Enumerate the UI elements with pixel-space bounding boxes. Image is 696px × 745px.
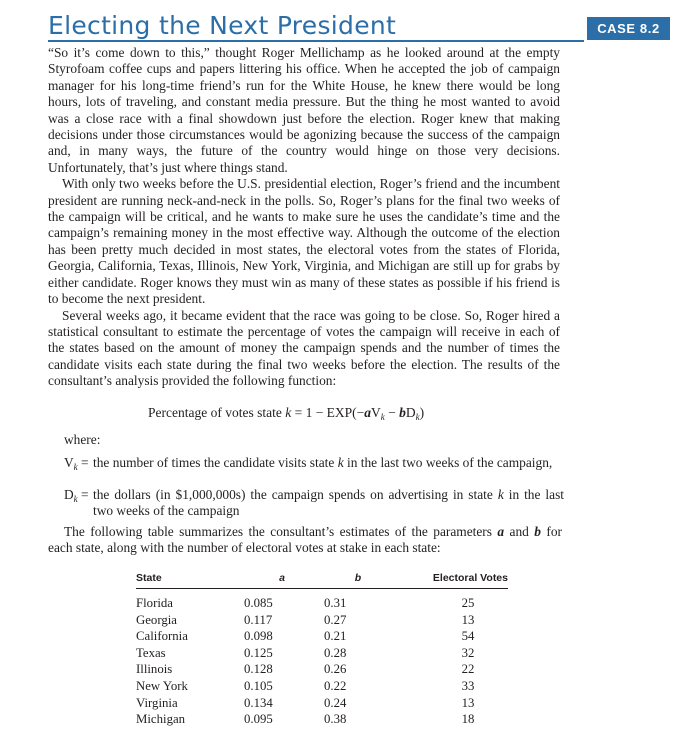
paragraph-3: Several weeks ago, it became evident that the race was going to be close. So, Roger hired a statistical consultant to estimate the percentage of votes the campaign will receive in each of the states based on the amount of money the campaign spends and the number of times the candidate visits each state during the final two weeks before the election. The results of the consultant’s analysis provided the following function:: [48, 307, 560, 389]
formula-eq: = 1 − EXP(−: [291, 405, 365, 420]
cell-electoral-votes: 32: [461, 645, 475, 660]
formula-a: a: [364, 405, 372, 420]
cell-b: 0.22: [324, 678, 347, 693]
cell-state: Florida: [136, 596, 173, 610]
definition-v: [64, 455, 564, 471]
formula-v: V: [371, 405, 381, 420]
formula-lhs: Percentage of votes state: [148, 405, 286, 420]
cell-a: 0.098: [244, 629, 273, 644]
definition-d-text: the dollars (in $1,000,000s) the campaign spends on advertising in state k in the last two weeks of the campaign: [93, 487, 564, 518]
cell-state: California: [136, 629, 188, 644]
paragraph-2: With only two weeks before the U.S. presidential election, Roger’s friend and the incumbent president are running neck-and-neck in the polls. So, Roger’s plans for the final two weeks of the campaign will be critical, and he wants to make sure he uses the candidate’s time and the campaign’s remaining money in the most effective way. Although the outcome of the election has been pretty much decided in most states, the electoral votes from the states of Florida, Georgia, California, Texas, Illinois, New York, Virginia, and Michigan are still up for grabs by either candidate. Roger knows they must win as many of these states as possible if his friend is to become the next president.: [48, 176, 560, 307]
cell-state: Texas: [136, 645, 166, 660]
formula-d: D: [405, 405, 416, 420]
formula-k: k: [285, 405, 292, 420]
cell-b: 0.26: [324, 662, 347, 677]
vote-formula: [148, 405, 424, 421]
col-header-a: a: [242, 568, 322, 589]
definition-v-text: the number of times the candidate visits state k in the last two weeks of the campaign,: [93, 455, 553, 470]
table-row: [136, 678, 508, 695]
cell-a: 0.085: [244, 596, 273, 610]
cell-a: 0.134: [244, 695, 273, 710]
paragraph-1: “So it’s come down to this,” thought Roger Mellichamp as he looked around at the empty Styrofoam coffee cups and papers littering his office. When he accepted the job of campaign manager for his long-time friend’s run for the White House, he knew there would be long hours, lots of traveling, and constant media pressure. But the thing he most wanted to avoid was a close race with a final showdown just before the election. Roger knew that making decisions under those circumstances would be agonizing because the success of the campaign and, in many ways, the future of the country would hinge on those very decisions. Unfortunately, that’s just where things stand.: [48, 45, 560, 175]
cell-electoral-votes: 13: [461, 612, 475, 627]
cell-electoral-votes: 54: [461, 629, 475, 644]
table-row: [136, 661, 508, 678]
case-title: Electing the Next President: [48, 11, 397, 40]
col-header-state: State: [136, 568, 242, 589]
formula-close: ): [419, 405, 425, 420]
cell-state: Illinois: [136, 662, 173, 677]
cell-state: New York: [136, 678, 188, 693]
table-row: [136, 612, 508, 629]
cell-state: Virginia: [136, 695, 178, 710]
where-label: where:: [64, 432, 101, 447]
col-header-b: b: [322, 568, 394, 589]
table-row: [136, 628, 508, 645]
cell-state: Michigan: [136, 712, 186, 727]
cell-electoral-votes: 18: [461, 712, 475, 727]
cell-electoral-votes: 13: [461, 695, 475, 710]
table-row: [136, 589, 508, 612]
state-parameters-table: [136, 568, 508, 728]
col-header-electoral-votes: Electoral Votes: [394, 568, 508, 589]
cell-b: 0.28: [324, 645, 347, 660]
cell-b: 0.27: [324, 612, 347, 627]
cell-b: 0.38: [324, 712, 347, 727]
cell-a: 0.125: [244, 645, 273, 660]
formula-b: b: [399, 405, 406, 420]
case-badge: CASE 8.2: [587, 17, 670, 40]
case-body: [48, 45, 560, 390]
cell-a: 0.105: [244, 678, 273, 693]
cell-b: 0.21: [324, 629, 347, 644]
formula-v-sub: k: [380, 412, 385, 422]
cell-electoral-votes: 33: [461, 678, 475, 693]
cell-b: 0.31: [324, 596, 347, 610]
cell-a: 0.117: [244, 612, 273, 627]
cell-b: 0.24: [324, 695, 347, 710]
cell-electoral-votes: 25: [461, 596, 475, 610]
cell-state: Georgia: [136, 612, 177, 627]
formula-minus: −: [384, 405, 400, 420]
table-row: [136, 695, 508, 712]
table-intro: The following table summarizes the consultant’s estimates of the parameters a and b for each state, along with the number of electoral votes at stake in each state:: [48, 524, 563, 556]
table-row: [136, 645, 508, 662]
title-rule: [48, 40, 584, 42]
cell-a: 0.128: [244, 662, 273, 677]
table-header-row: [136, 568, 508, 589]
formula-d-sub: k: [415, 412, 420, 422]
definition-d: [64, 487, 564, 519]
cell-a: 0.095: [244, 712, 273, 727]
definition-v-symbol: $V_k$ =: [64, 455, 89, 472]
cell-electoral-votes: 22: [461, 662, 475, 677]
definition-d-symbol: $D_k$ =: [64, 487, 89, 504]
table-row: [136, 711, 508, 728]
